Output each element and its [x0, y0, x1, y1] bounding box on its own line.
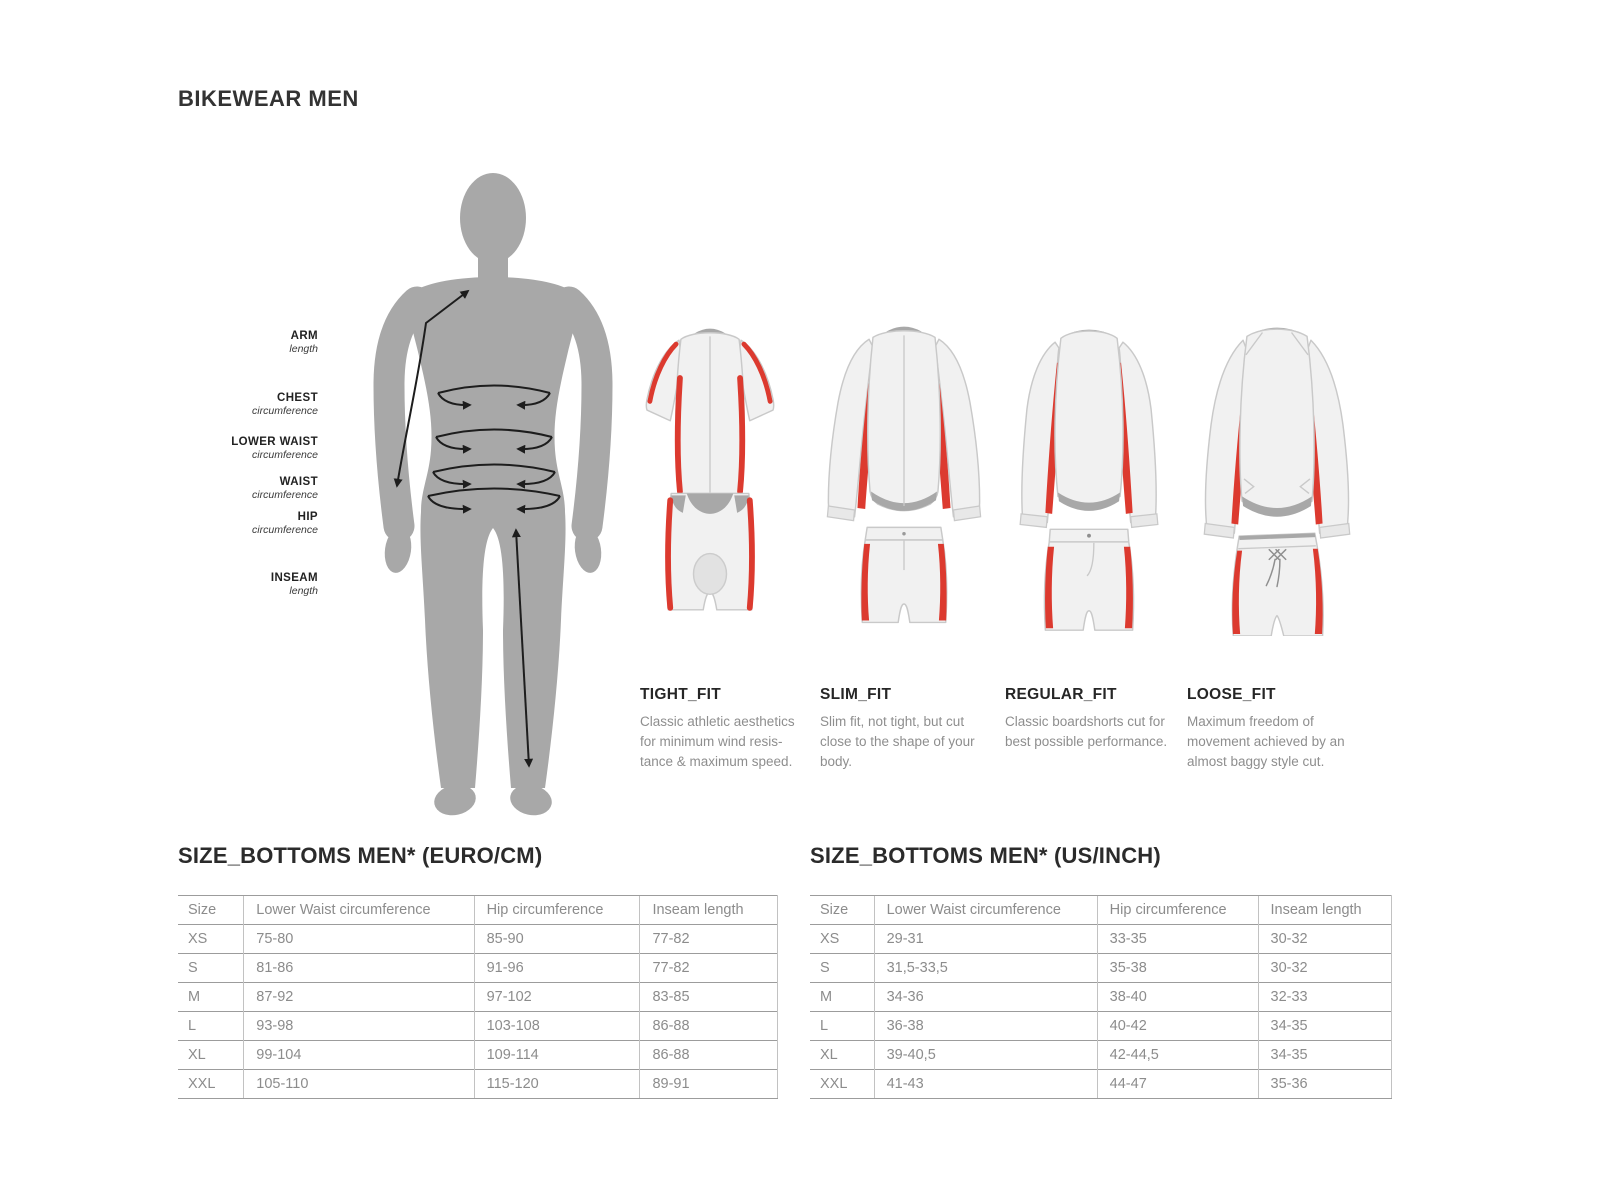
table-cell: 77-82 — [640, 925, 778, 954]
table-cell: XL — [810, 1041, 874, 1070]
table-row — [178, 1041, 778, 1070]
measurement-sub: length — [289, 343, 318, 355]
table-cell: 75-80 — [244, 925, 474, 954]
table-cell: 103-108 — [474, 1012, 640, 1041]
fit-description: Classic athletic aesthetics for minimum wind resis-tance & maximum speed. — [640, 714, 795, 769]
table-row — [810, 925, 1392, 954]
measurement-sub: circumference — [252, 449, 318, 461]
measurement-name: ARM — [290, 330, 318, 342]
table-cell: 105-110 — [244, 1070, 474, 1099]
table-cell: XL — [178, 1041, 244, 1070]
table-cell: 41-43 — [874, 1070, 1097, 1099]
table-cell: XS — [178, 925, 244, 954]
fit-name: TIGHT_FIT — [640, 686, 722, 703]
table-cell: S — [810, 954, 874, 983]
table-row — [178, 925, 778, 954]
column-header: Inseam length — [1258, 896, 1391, 925]
table-row — [810, 1012, 1392, 1041]
table-cell: 89-91 — [640, 1070, 778, 1099]
measurement-name: HIP — [297, 511, 318, 523]
table-cell: 30-32 — [1258, 925, 1391, 954]
size-table-us-inch — [810, 843, 1392, 1099]
table-cell: 86-88 — [640, 1041, 778, 1070]
measurement-name: LOWER WAIST — [231, 436, 318, 448]
table-cell: 34-36 — [874, 983, 1097, 1012]
table-cell: 44-47 — [1097, 1070, 1258, 1099]
column-header: Lower Waist circumference — [244, 896, 474, 925]
table-cell: 77-82 — [640, 954, 778, 983]
table-cell: 99-104 — [244, 1041, 474, 1070]
table-cell: 115-120 — [474, 1070, 640, 1099]
table-cell: 85-90 — [474, 925, 640, 954]
table-cell: 91-96 — [474, 954, 640, 983]
table-cell: 34-35 — [1258, 1041, 1391, 1070]
size-table-euro-cm — [178, 843, 778, 1099]
table-cell: XS — [810, 925, 874, 954]
table-cell: 83-85 — [640, 983, 778, 1012]
table-cell: 34-35 — [1258, 1012, 1391, 1041]
table-cell: 29-31 — [874, 925, 1097, 954]
tight-fit-garment-illustration — [620, 316, 800, 636]
column-header: Size — [810, 896, 874, 925]
fit-slim — [820, 310, 1000, 790]
measurement-name: CHEST — [277, 392, 318, 404]
column-header: Hip circumference — [1097, 896, 1258, 925]
table-cell: 86-88 — [640, 1012, 778, 1041]
table-title: SIZE_BOTTOMS MEN* (EURO/CM) — [178, 843, 543, 868]
column-header: Lower Waist circumference — [874, 896, 1097, 925]
measurement-sub: circumference — [252, 524, 318, 536]
fit-tight — [640, 310, 820, 790]
table-cell: L — [810, 1012, 874, 1041]
column-header: Inseam length — [640, 896, 778, 925]
header-row — [810, 896, 1392, 925]
table-cell: 109-114 — [474, 1041, 640, 1070]
column-header: Size — [178, 896, 244, 925]
table-cell: S — [178, 954, 244, 983]
measurement-sub: circumference — [252, 489, 318, 501]
table-cell: 42-44,5 — [1097, 1041, 1258, 1070]
body-silhouette — [382, 173, 604, 819]
table-cell: 40-42 — [1097, 1012, 1258, 1041]
size-table-us-inch-grid — [810, 895, 1392, 1099]
table-row — [178, 1012, 778, 1041]
table-cell: 30-32 — [1258, 954, 1391, 983]
table-cell: 31,5-33,5 — [874, 954, 1097, 983]
table-cell: 97-102 — [474, 983, 640, 1012]
regular-fit-garment-illustration — [999, 316, 1179, 636]
table-row — [810, 983, 1392, 1012]
measurement-sub: length — [289, 585, 318, 597]
table-cell: XXL — [810, 1070, 874, 1099]
table-cell: L — [178, 1012, 244, 1041]
fit-regular — [1005, 310, 1185, 790]
fit-name: REGULAR_FIT — [1005, 686, 1117, 703]
measurement-sub: circumference — [252, 405, 318, 417]
body-silhouette-figure — [230, 160, 620, 830]
table-row — [178, 983, 778, 1012]
table-cell: 35-36 — [1258, 1070, 1391, 1099]
size-table-euro-cm-grid — [178, 895, 778, 1099]
table-row — [810, 1041, 1392, 1070]
measurement-name: WAIST — [279, 476, 318, 488]
table-cell: 35-38 — [1097, 954, 1258, 983]
table-row — [178, 954, 778, 983]
fit-name: SLIM_FIT — [820, 686, 892, 703]
table-cell: M — [810, 983, 874, 1012]
loose-fit-garment-illustration — [1187, 316, 1367, 636]
column-header: Hip circumference — [474, 896, 640, 925]
size-table-grid — [178, 895, 778, 1099]
page-title: BIKEWEAR MEN — [178, 86, 359, 111]
table-title: SIZE_BOTTOMS MEN* (US/INCH) — [810, 843, 1161, 868]
fit-description: Classic boardshorts cut for best possible performance. — [1005, 714, 1168, 749]
fit-name: LOOSE_FIT — [1187, 686, 1276, 703]
table-cell: 33-35 — [1097, 925, 1258, 954]
table-cell: 32-33 — [1258, 983, 1391, 1012]
fit-description: Maximum freedom of movement achieved by an almost baggy style cut. — [1187, 714, 1345, 769]
table-row — [810, 954, 1392, 983]
fit-loose — [1187, 310, 1367, 790]
table-cell: M — [178, 983, 244, 1012]
table-cell: 38-40 — [1097, 983, 1258, 1012]
table-row — [810, 1070, 1392, 1099]
table-cell: XXL — [178, 1070, 244, 1099]
size-table-grid — [810, 895, 1392, 1099]
table-cell: 87-92 — [244, 983, 474, 1012]
slim-fit-garment-illustration — [814, 316, 994, 636]
measurement-name: INSEAM — [270, 572, 318, 584]
table-cell: 81-86 — [244, 954, 474, 983]
table-cell: 39-40,5 — [874, 1041, 1097, 1070]
table-cell: 93-98 — [244, 1012, 474, 1041]
fit-description: Slim fit, not tight, but cut close to the shape of your body. — [820, 714, 975, 769]
table-row — [178, 1070, 778, 1099]
table-cell: 36-38 — [874, 1012, 1097, 1041]
header-row — [178, 896, 778, 925]
